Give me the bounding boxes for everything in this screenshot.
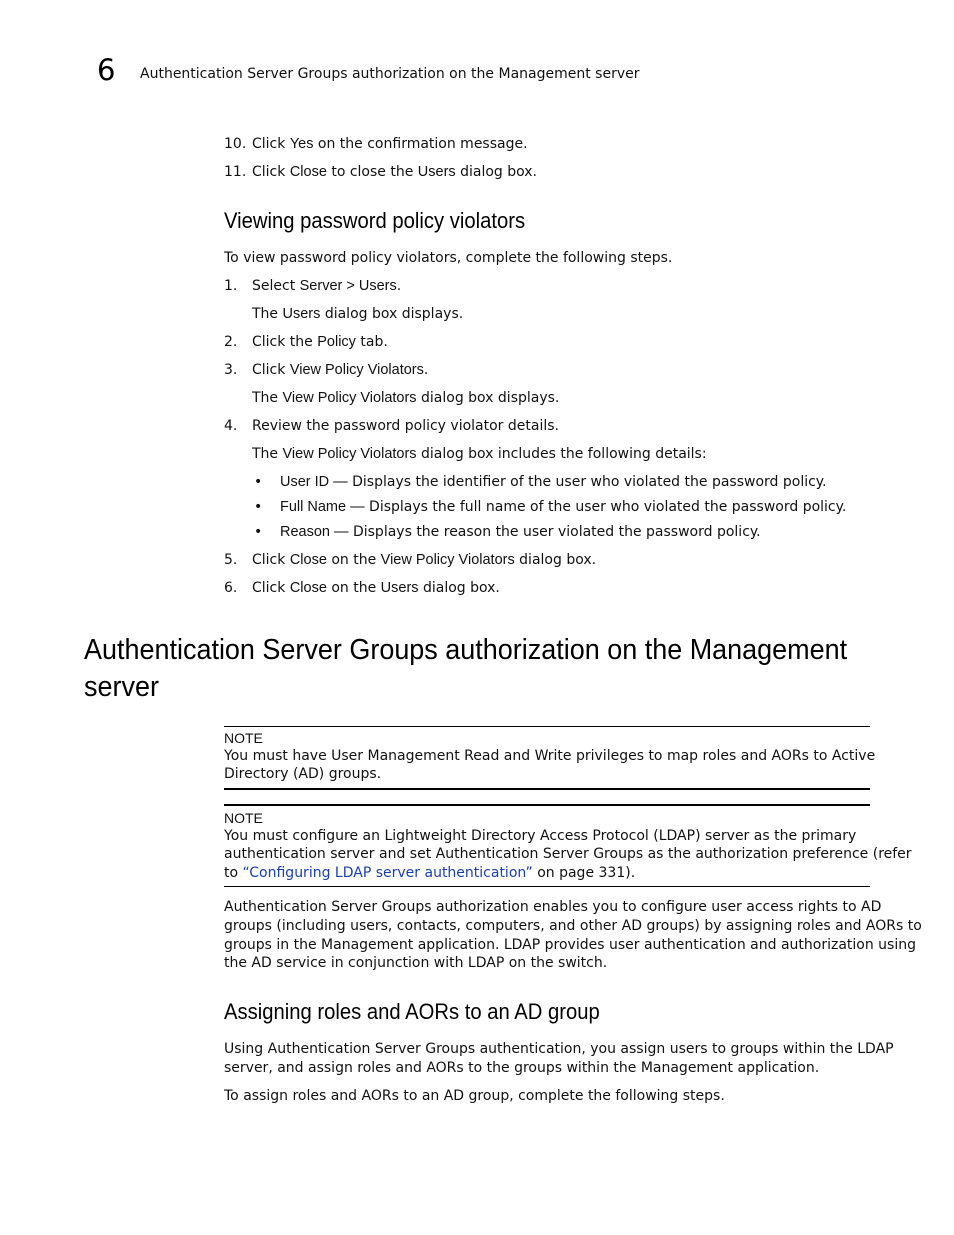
ui-term: Server > Users	[299, 278, 397, 294]
text: to close the	[326, 164, 418, 180]
ui-term: Close	[289, 580, 327, 596]
text: The	[252, 390, 283, 406]
step-3-text	[252, 361, 428, 379]
section-2-intro: To assign roles and AORs to an AD group, complete the following steps.	[224, 1088, 725, 1104]
chapter-number: 6	[97, 53, 116, 87]
section-intro: To view password policy violators, complete the following steps.	[224, 250, 673, 266]
body-paragraph-line-4: the AD service in conjunction with LDAP on the switch.	[224, 955, 608, 971]
step-10	[0, 135, 246, 153]
note-1-top-rule	[224, 726, 870, 727]
section-2-para-line-1: Using Authentication Server Groups authentication, you assign users to groups within the LDAP	[224, 1041, 894, 1057]
text: Click the	[252, 334, 318, 350]
note-1-label: NOTE	[224, 730, 263, 746]
ui-term: Users	[282, 306, 321, 322]
bullet-glyph: •	[254, 499, 263, 515]
note-2-line-1: You must configure an Lightweight Directory Access Protocol (LDAP) server as the primary	[224, 828, 857, 844]
ui-term: Close	[289, 164, 327, 180]
bullet-full-name	[280, 498, 846, 516]
step-5-number: 5.	[224, 552, 238, 568]
text: Click	[252, 362, 290, 378]
step-5-text	[252, 551, 596, 569]
ui-term: Yes	[289, 136, 314, 152]
step-11-text	[252, 163, 537, 181]
text: The	[252, 446, 283, 462]
note-2-line-3	[224, 864, 635, 882]
step-3-result	[252, 389, 559, 407]
main-heading-line-1: Authentication Server Groups authorization on the Management	[84, 634, 848, 666]
step-2-number: 2.	[224, 334, 238, 350]
running-header: Authentication Server Groups authorization on the Management server	[140, 66, 640, 82]
step-1-number: 1.	[224, 278, 238, 294]
step-4-number: 4.	[224, 418, 238, 434]
text: Click	[252, 580, 290, 596]
note-2-label: NOTE	[224, 810, 263, 826]
body-paragraph-line-1: Authentication Server Groups authorization enables you to configure user access rights to AD	[224, 899, 882, 915]
text: on the confirmation message.	[313, 136, 528, 152]
text: Click	[252, 164, 290, 180]
ui-term: Close	[289, 552, 327, 568]
text: tab.	[355, 334, 388, 350]
step-3-number: 3.	[224, 362, 238, 378]
ui-term: Users	[417, 164, 456, 180]
text: Click	[252, 552, 290, 568]
step-6-text	[252, 579, 500, 597]
body-paragraph-line-3: groups in the Management application. LDAP provides user authentication and authorization using	[224, 937, 917, 953]
text: on page 331).	[532, 865, 636, 881]
bullet-user-id	[280, 473, 827, 491]
section-heading-assigning-roles: Assigning roles and AORs to an AD group	[224, 999, 600, 1024]
text: Displays the reason the user violated the password policy.	[348, 524, 761, 540]
step-1-result	[252, 305, 463, 323]
body-paragraph-line-2: groups (including users, contacts, computers, and other AD groups) by assigning roles and AORs to	[224, 918, 922, 934]
step-number: 10.	[224, 136, 247, 152]
text: dialog box displays.	[320, 306, 464, 322]
ui-term: Reason —	[280, 524, 349, 540]
note-2-top-rule	[224, 804, 870, 806]
note-1-line-1: You must have User Management Read and Write privileges to map roles and AORs to Active	[224, 748, 876, 764]
ui-term: User ID —	[280, 474, 348, 490]
bullet-reason	[280, 523, 761, 541]
section-heading-viewing-violators: Viewing password policy violators	[224, 208, 526, 233]
step-10-text	[252, 135, 528, 153]
step-6-number: 6.	[224, 580, 238, 596]
text: to	[224, 865, 243, 881]
note-1-bottom-rule	[224, 788, 870, 790]
text: Displays the full name of the user who violated the password policy.	[364, 499, 847, 515]
section-2-para-line-2: server, and assign roles and AORs to the groups within the Management application.	[224, 1060, 820, 1076]
step-2-text	[252, 333, 388, 351]
ldap-config-link[interactable]: “Configuring LDAP server authentication”	[242, 865, 533, 881]
ui-term: Policy	[317, 334, 356, 350]
step-11-number: 11.	[224, 164, 247, 180]
note-1-line-2: Directory (AD) groups.	[224, 766, 382, 782]
ui-term: View Policy Violators	[289, 362, 424, 378]
text: Click	[252, 136, 290, 152]
text: on the	[326, 580, 381, 596]
bullet-glyph: •	[254, 524, 263, 540]
ui-term: View Policy Violators	[282, 390, 417, 406]
ui-term: Full Name —	[280, 499, 365, 515]
bullet-glyph: •	[254, 474, 263, 490]
ui-term: View Policy Violators	[282, 446, 417, 462]
text: dialog box.	[514, 552, 597, 568]
step-1-text	[252, 277, 401, 295]
step-4-text: Review the password policy violator details.	[252, 418, 559, 434]
note-2-line-2: authentication server and set Authentication Server Groups as the authorization preference (refer	[224, 846, 912, 862]
text: .	[396, 278, 402, 294]
text: dialog box.	[418, 580, 500, 596]
text: Select	[252, 278, 300, 294]
text: dialog box.	[455, 164, 538, 180]
text: Displays the identifier of the user who violated the password policy.	[347, 474, 827, 490]
main-heading-line-2: server	[84, 671, 159, 703]
text: on the	[326, 552, 381, 568]
step-4-result	[252, 445, 707, 463]
text: dialog box displays.	[416, 390, 560, 406]
text: .	[423, 362, 429, 378]
ui-term: View Policy Violators	[380, 552, 515, 568]
text: dialog box includes the following details:	[416, 446, 707, 462]
ui-term: Users	[380, 580, 419, 596]
text: The	[252, 306, 283, 322]
note-2-bottom-rule	[224, 886, 870, 887]
